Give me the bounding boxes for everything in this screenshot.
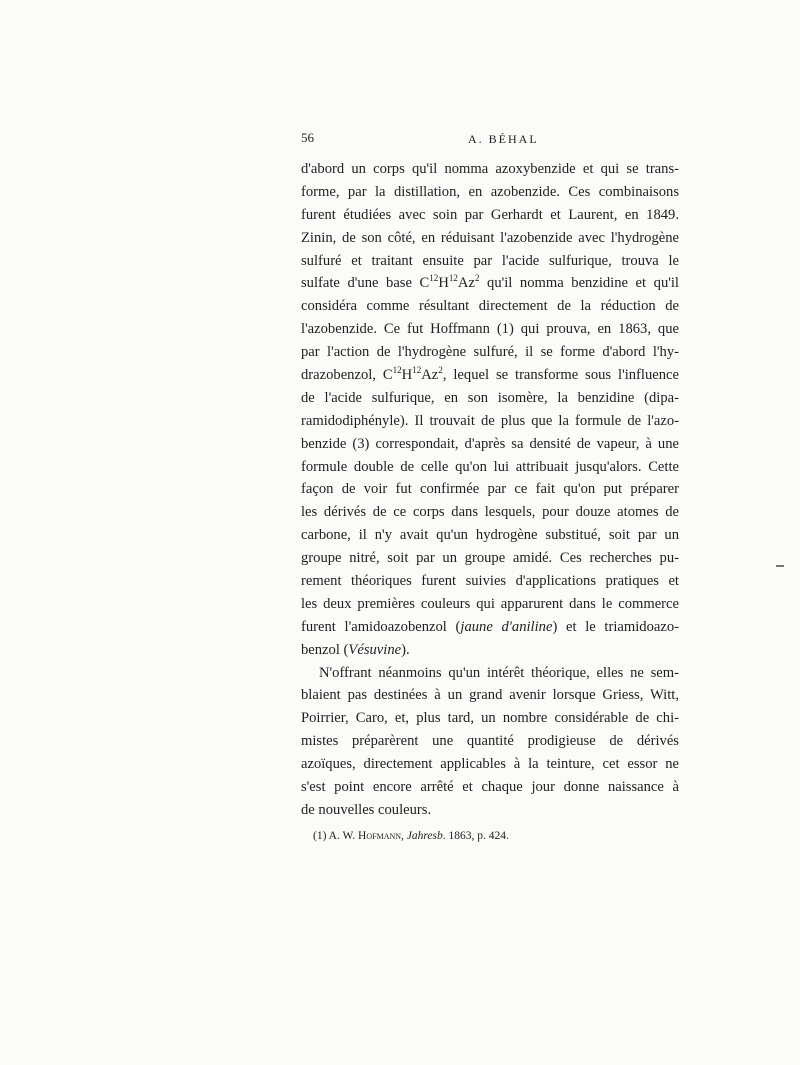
text-line: par l'action de l'hydrogène sulfuré, il se forme d'abord l'hy-: [301, 344, 679, 361]
text-segment: benzol (: [301, 641, 349, 658]
text-segment: furent l'amidoazobenzol (: [301, 618, 461, 635]
footnote-journal: Jahresb: [406, 830, 443, 842]
text-line: l'azobenzide. Ce fut Hoffmann (1) qui prouva, en 1863, que: [301, 321, 679, 338]
text-segment: H: [438, 275, 449, 292]
text-line: forme, par la distillation, en azobenzide. Ces combinaisons: [301, 183, 679, 200]
text-segment: sulfate d'une base C: [301, 275, 430, 292]
text-line: ramidodiphényle). Il trouvait de plus que la formule de l'azo-: [301, 412, 679, 429]
text-line: blaient pas destinées à un grand avenir lorsque Griess, Witt,: [301, 687, 679, 704]
italic-term: Vésuvine: [348, 641, 402, 658]
text-line: Zinin, de son côté, en réduisant l'azobenzide avec l'hydrogène: [301, 229, 679, 246]
text-line: mistes préparèrent une quantité prodigieuse de dérivés: [301, 733, 679, 750]
scan-mark: [776, 565, 784, 567]
text-line: benzide (3) correspondait, d'après sa densité de vapeur, à une: [301, 435, 679, 452]
subscript: 12: [448, 273, 458, 284]
text-segment: ).: [401, 641, 410, 658]
footnote-comma: ,: [401, 830, 404, 842]
text-line-formula: [301, 364, 679, 387]
text-segment: H: [401, 367, 413, 384]
text-line: azoïques, directement applicables à la teinture, cet essor ne: [301, 756, 679, 773]
text-line: Poirrier, Caro, et, plus tard, un nombre considérable de chi-: [301, 710, 679, 727]
text-line: considéra comme résultant directement de la réduction de: [301, 298, 679, 315]
text-segment: , lequel se transforme sous l'influence: [442, 367, 679, 384]
text-line: les deux premières couleurs qui apparurent dans le commerce: [301, 595, 679, 612]
footnote: [313, 830, 509, 842]
text-line-italic: [301, 639, 679, 662]
text-line: de l'acide sulfurique, en son isomère, la benzidine (dipa-: [301, 389, 679, 406]
text-line: N'offrant néanmoins qu'un intérêt théorique, elles ne sem-: [319, 664, 679, 681]
page-header: [301, 130, 679, 150]
text-line: s'est point encore arrêté et chaque jour donne naissance à: [301, 779, 679, 796]
text-line-formula: [301, 272, 679, 295]
text-line: furent étudiées avec soin par Gerhardt et Laurent, en 1849.: [301, 206, 679, 223]
text-line: les dérivés de ce corps dans lesquels, pour douze atomes de: [301, 504, 679, 521]
subscript: 2: [438, 365, 443, 376]
text-line-italic: [301, 616, 679, 639]
footnote-marker: (1) A. W.: [313, 830, 356, 842]
text-line: carbone, il n'y avait qu'un hydrogène substitué, soit par un: [301, 527, 679, 544]
text-line: rement théoriques furent suivies d'applications pratiques et: [301, 573, 679, 590]
footnote-citation: . 1863, p. 424.: [442, 830, 509, 842]
text-line: groupe nitré, soit par un groupe amidé. Ces recherches pu-: [301, 550, 679, 567]
text-segment: Az: [421, 367, 439, 384]
italic-term: jaune d'aniline: [460, 618, 553, 635]
text-line: de nouvelles couleurs.: [301, 801, 432, 818]
footnote-author: Hofmann: [358, 830, 402, 842]
text-line: façon de voir fut confirmée par ce fait qu'on put préparer: [301, 481, 679, 498]
subscript: 12: [412, 365, 422, 376]
text-segment: Az: [457, 275, 475, 292]
body-text: [301, 158, 679, 822]
text-segment: drazobenzol, C: [301, 367, 393, 384]
subscript: 2: [474, 273, 480, 284]
page-number: 56: [301, 130, 314, 145]
subscript: 12: [429, 273, 439, 284]
text-line: d'abord un corps qu'il nomma azoxybenzide et qui se trans-: [301, 161, 679, 177]
text-segment: qu'il nomma benzidine et qu'il: [479, 275, 679, 292]
text-line: formule double de celle qu'on lui attribuait jusqu'alors. Cette: [301, 458, 679, 475]
subscript: 12: [392, 365, 402, 376]
text-line: sulfuré et traitant ensuite par l'acide sulfurique, trouva le: [301, 252, 679, 269]
text-segment: ) et le triamidoazo-: [552, 618, 679, 635]
running-title: A. BÉHAL: [468, 132, 539, 146]
